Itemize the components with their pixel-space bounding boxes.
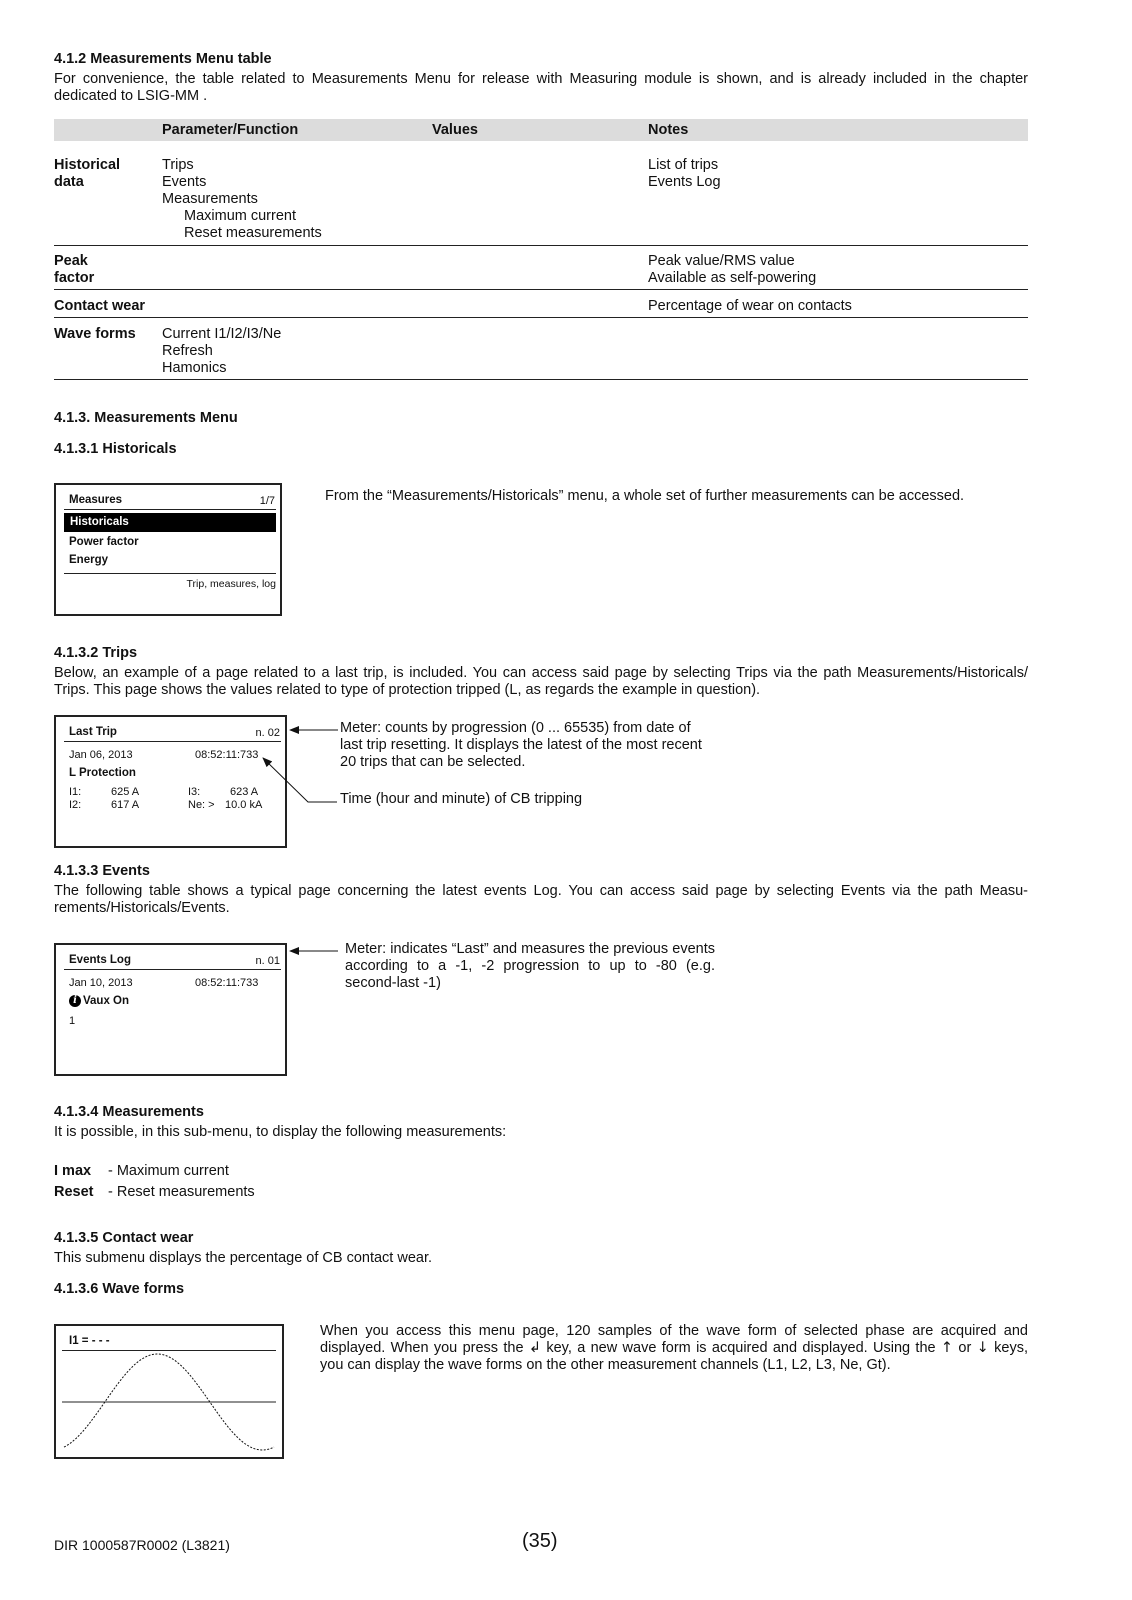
table-row-group: Contact wear: [54, 298, 146, 314]
header-notes: Notes: [648, 122, 689, 138]
lcd-date: Jan 10, 2013: [69, 977, 133, 989]
lcd-time: 08:52:11:733: [195, 977, 259, 989]
lcd-i2-label: I2:: [69, 799, 82, 811]
lcd-menu-item: Energy: [69, 554, 108, 566]
param-item: Events: [162, 174, 207, 190]
section-heading-4-1-2: 4.1.2 Measurements Menu table: [54, 51, 272, 67]
table-row-group: Wave forms: [54, 326, 136, 342]
lcd-event-name: Vaux On: [83, 995, 130, 1007]
measurement-key: I max: [54, 1163, 92, 1179]
lcd-footer: Trip, measures, log: [186, 578, 276, 590]
measurement-desc: - Reset measurements: [108, 1184, 255, 1200]
waveform-text-d: keys, you can display the wave forms on the other measurement channels (L1, L2, L3, Ne, Gt).: [320, 1340, 1029, 1373]
measurement-desc: - Maximum current: [108, 1163, 229, 1179]
lcd-time: 08:52:11:733: [195, 749, 259, 761]
group-label: Peak: [54, 253, 88, 269]
header-parameter: Parameter/Function: [162, 122, 299, 138]
waveform-text-a: When you access this menu page, 120 samples of the wave form of selected phase are acquired and displayed. When you press the: [320, 1323, 1028, 1356]
section-heading-4-1-3-1: 4.1.3.1 Historicals: [54, 441, 177, 457]
lcd-menu-item: Power factor: [69, 536, 139, 548]
header-values: Values: [432, 122, 478, 138]
lcd-counter: n. 01: [255, 955, 280, 967]
lcd-title: I1 = - - -: [69, 1335, 110, 1347]
lcd-title: Measures: [69, 494, 123, 506]
param-item: Reset measurements: [184, 225, 322, 241]
document-id: DIR 1000587R0002 (L3821): [54, 1537, 230, 1553]
lcd-i3-value: 623 A: [230, 786, 259, 798]
param-item: Maximum current: [184, 208, 296, 224]
arrow-up-icon: ↑: [940, 1340, 954, 1356]
group-label: data: [54, 174, 84, 190]
trip-counter-annotation: Meter: counts by progression (0 ... 65535) from date of last trip resetting. It displays the latest of the most recent 20 trips that can be selected.: [340, 720, 702, 770]
lcd-ne-value: 10.0 kA: [225, 799, 263, 811]
param-item: Current I1/I2/I3/Ne: [162, 326, 282, 342]
lcd-counter: n. 02: [255, 727, 280, 739]
group-label: factor: [54, 270, 95, 286]
lcd-i2-value: 617 A: [111, 799, 140, 811]
info-icon: i: [69, 995, 81, 1007]
lcd-protection: L Protection: [69, 767, 136, 779]
measurements-description: It is possible, in this sub-menu, to display the following measurements:: [54, 1124, 507, 1140]
section-heading-4-1-3-2: 4.1.3.2 Trips: [54, 645, 138, 661]
events-description: The following table shows a typical page concerning the latest events Log. You can access said page by selecting Events via the path Measu-rements/Historicals/Events.: [54, 883, 1028, 916]
historicals-description: From the “Measurements/Historicals” menu, a whole set of further measurements can be accessed.: [325, 488, 965, 504]
section-heading-4-1-3: 4.1.3. Measurements Menu: [54, 410, 238, 426]
param-item: Refresh: [162, 343, 213, 359]
note-item: Percentage of wear on contacts: [648, 298, 852, 314]
lcd-i3-label: I3:: [188, 786, 201, 798]
note-item: List of trips: [648, 157, 719, 173]
contact-wear-description: This submenu displays the percentage of CB contact wear.: [54, 1250, 433, 1266]
waveform-text-b: key, a new wave form is acquired and displayed. Using the: [546, 1340, 936, 1356]
lcd-page-indicator: 1/7: [259, 495, 275, 507]
arrow-to-trip-time: [263, 758, 337, 802]
page-number: (35): [522, 1530, 558, 1552]
lcd-date: Jan 06, 2013: [69, 749, 133, 761]
param-item: Hamonics: [162, 360, 227, 376]
lcd-title: Last Trip: [69, 726, 117, 738]
group-label: Historical: [54, 157, 121, 173]
section-heading-4-1-3-6: 4.1.3.6 Wave forms: [54, 1281, 185, 1297]
section-heading-4-1-3-4: 4.1.3.4 Measurements: [54, 1104, 204, 1120]
note-item: Available as self-powering: [648, 270, 817, 286]
lcd-title: Events Log: [69, 954, 131, 966]
arrow-down-icon: ↓: [976, 1340, 989, 1356]
events-counter-annotation: Meter: indicates “Last” and measures the previous events according to a -1, -2 progression to up to -80 (e.g. second-last -1): [345, 941, 715, 991]
lcd-event-value: 1: [69, 1015, 76, 1027]
section-heading-4-1-3-5: 4.1.3.5 Contact wear: [54, 1230, 194, 1246]
note-item: Peak value/RMS value: [648, 253, 795, 269]
section-intro: For convenience, the table related to Measurements Menu for release with Measuring module is shown, and is already included in the chapter dedicated to LSIG-MM .: [54, 71, 1028, 104]
measurement-key: Reset: [54, 1184, 94, 1200]
waveform-text-c: or: [958, 1340, 972, 1356]
lcd-i1-value: 625 A: [111, 786, 140, 798]
lcd-ne-label: Ne: >: [188, 799, 215, 811]
param-item: Measurements: [162, 191, 258, 207]
section-heading-4-1-3-3: 4.1.3.3 Events: [54, 863, 150, 879]
param-item: Trips: [162, 157, 194, 173]
note-item: Events Log: [648, 174, 721, 190]
lcd-menu-item-selected: Historicals: [64, 513, 276, 532]
trips-description: Below, an example of a page related to a last trip, is included. You can access said page by selecting Trips via the path Measurements/Historicals/ Trips. This page shows the values related to type of protection tripped (L, as regards the example in question).: [54, 665, 1028, 698]
trip-time-annotation: Time (hour and minute) of CB tripping: [340, 791, 583, 807]
lcd-i1-label: I1:: [69, 786, 82, 798]
enter-key-icon: ↲: [528, 1340, 542, 1356]
